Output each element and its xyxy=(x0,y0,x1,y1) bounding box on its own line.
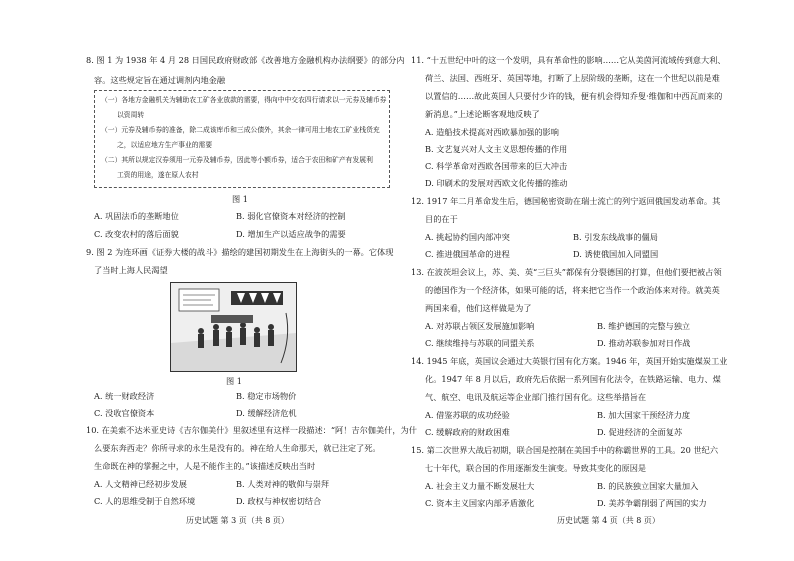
q11-stem-line3: 以置信的……故此英国人只要付少许的钱，便有机会得知乔叟·维伽和中西瓦而来的 xyxy=(425,91,723,101)
q9-comic-illustration xyxy=(170,282,297,372)
q15-stem-line2: 七十年代，联合国的作用逐渐发生演变。导致其变化的原因是 xyxy=(425,463,647,473)
q8-stem-line2: 容。这些规定旨在通过调剂内地金融 xyxy=(94,75,226,85)
q8-box-line5: （二）其所以规定汉券须用一元券及辅币券，因此等小额币券，适合于农田和矿产有发展利 xyxy=(101,156,373,164)
q13-stem-line2: 的德国作为一个经济体，如果可能的话，将来把它当作一个政治体来对待。就美英 xyxy=(425,285,720,295)
q8-stem-line1: 8. 图 1 为 1938 年 4 月 28 日国民政府财政部《改善地方金融机构办法纲要》的部分内 xyxy=(86,55,405,65)
q12-option-a[interactable]: A. 挑起协约国内部冲突 xyxy=(425,232,510,242)
q9-option-a[interactable]: A. 统一财政经济 xyxy=(94,391,155,401)
q11-option-a[interactable]: A. 造船技术提高对西欧暴加强的影响 xyxy=(425,127,559,137)
q12-option-d[interactable]: D. 诱使俄国加入同盟国 xyxy=(573,249,659,259)
q10-option-c[interactable]: C. 人的思维受制于自然环境 xyxy=(94,496,196,506)
q11-stem-line4: 新消息。”上述论断客观地反映了 xyxy=(425,109,540,119)
q13-stem-line1: 13. 在波茨坦会议上，苏、美、英“三巨头”都保有分裂德国的打算，但他们要把被占领 xyxy=(411,267,722,277)
q9-stem-line1: 9. 图 2 为连环画《证券大楼的战斗》描绘的建国初期发生在上海街头的一幕。它体现 xyxy=(86,247,394,257)
q10-stem-line1: 10. 在美索不达米亚史诗《吉尔伽美什》里叙述里有这样一段描述：“阿！吉尔伽美什，为什 xyxy=(86,425,417,435)
q8-box-line1: （一）各地方金融机关为辅助农工矿各业放款的需要，得向中中交农四行请求以一元券及辅币券 xyxy=(101,96,387,104)
q8-option-a[interactable]: A. 巩固法币的垄断地位 xyxy=(94,211,179,221)
q8-option-c[interactable]: C. 改变农村的落后面貌 xyxy=(94,229,179,239)
q13-option-b[interactable]: B. 维护德国的完整与独立 xyxy=(597,321,691,331)
q9-stem-line2: 了当时上海人民渴望 xyxy=(94,265,168,275)
q13-option-d[interactable]: D. 推动苏联参加对日作战 xyxy=(597,338,691,348)
q8-box-line2: 以资周转 xyxy=(117,111,145,119)
q10-stem-line2: 么要东奔西走？你所寻求的永生是没有的。神在给人生命那天，就已注定了死。 xyxy=(94,443,381,453)
q14-stem-line1: 14. 1945 年底，英国议会通过大英银行国有化方案。1946 年，英国开始实施煤炭工业 xyxy=(411,356,728,366)
q9-option-c[interactable]: C. 没收官僚资本 xyxy=(94,408,155,418)
q14-stem-line2: 化。1947 年 8 月以后，政府先后依据一系列国有化法令，在铁路运输、电力、煤 xyxy=(425,374,721,384)
q13-stem-line3: 两国来看，他们这样做是为了 xyxy=(425,303,532,313)
q14-option-b[interactable]: B. 加大国家干预经济力度 xyxy=(597,410,691,420)
q15-option-d[interactable]: D. 美苏争霸削弱了两国的实力 xyxy=(597,498,707,508)
q11-stem-line2: 荷兰、法国、西班牙、英国等地，打断了上层阶级的垄断，这在一个世纪以前是难 xyxy=(425,73,720,83)
q8-option-b[interactable]: B. 弱化官僚资本对经济的控制 xyxy=(236,211,346,221)
q8-quote-box xyxy=(94,90,390,188)
q12-option-c[interactable]: C. 推进俄国革命的进程 xyxy=(425,249,510,259)
q14-option-c[interactable]: C. 缓解政府的财政困难 xyxy=(425,427,510,437)
q9-option-d[interactable]: D. 缓解经济危机 xyxy=(236,408,297,418)
q12-stem-line1: 12. 1917 年二月革命发生后，德国秘密资助在瑞士流亡的列宁返回俄国发动革命。其 xyxy=(411,196,721,206)
q10-option-b[interactable]: B. 人类对神的敬仰与崇拜 xyxy=(236,479,330,489)
right-page xyxy=(397,0,794,561)
q14-option-d[interactable]: D. 促进经济的全面复苏 xyxy=(597,427,683,437)
left-page-footer: 历史试题 第 3 页（共 8 页） xyxy=(186,516,289,525)
q11-option-b[interactable]: B. 文艺复兴对人文主义思想传播的作用 xyxy=(425,144,568,154)
q14-stem-line3: 气、航空、电讯及航运等企业部门推行国有化。这些举措旨在 xyxy=(425,392,647,402)
q8-option-d[interactable]: D. 增加生产以适应战争的需要 xyxy=(236,229,346,239)
right-page-footer: 历史试题 第 4 页（共 8 页） xyxy=(557,516,660,525)
q15-option-a[interactable]: A. 社会主义力量不断发展壮大 xyxy=(425,481,535,491)
q11-stem-line1: 11. “十五世纪中叶的这一个发明，具有革命性的影响……它从美茵河流域传到意大利、 xyxy=(411,55,726,65)
q9-option-b[interactable]: B. 稳定市场物价 xyxy=(236,391,297,401)
q8-box-line6: 工资的用途，遂在原人农村 xyxy=(117,171,199,179)
q15-option-c[interactable]: C. 资本主义国家内部矛盾激化 xyxy=(425,498,535,508)
q14-option-a[interactable]: A. 借鉴苏联的成功经验 xyxy=(425,410,510,420)
q11-option-d[interactable]: D. 印刷术的发展对西欧文化传播的推动 xyxy=(425,178,568,188)
q15-option-b[interactable]: B. 的民族独立国家大量加入 xyxy=(597,481,699,491)
comic-drawing-icon xyxy=(171,283,296,371)
q10-stem-line3: 生命既在神的掌握之中，人是不能作主的。”该描述反映出当时 xyxy=(94,461,316,471)
q8-box-line3: （一）元券及辅币券的准备，除二成该库币和三成公债外，其余一律可用土地农工矿业栈货充 xyxy=(101,126,380,134)
q13-option-c[interactable]: C. 继续维持与苏联的同盟关系 xyxy=(425,338,535,348)
q8-figure-caption: 图 1 xyxy=(232,194,248,204)
q15-stem-line1: 15. 第二次世界大战后初期，联合国是控制在美国手中的称霸世界的工具。20 世纪六 xyxy=(411,445,719,455)
q12-stem-line2: 目的在于 xyxy=(425,214,458,224)
q13-option-a[interactable]: A. 对苏联占领区发展施加影响 xyxy=(425,321,535,331)
q10-option-d[interactable]: D. 政权与神权密切结合 xyxy=(236,496,322,506)
q11-option-c[interactable]: C. 科学革命对西欧各国带来的巨大冲击 xyxy=(425,161,568,171)
q9-figure-caption: 图 1 xyxy=(226,376,242,386)
q8-box-line4: 之，以适应地方生产事业的需要 xyxy=(117,141,213,149)
q12-option-b[interactable]: B. 引发东线战事的僵局 xyxy=(573,232,658,242)
q10-option-a[interactable]: A. 人文精神已经初步发展 xyxy=(94,479,187,489)
